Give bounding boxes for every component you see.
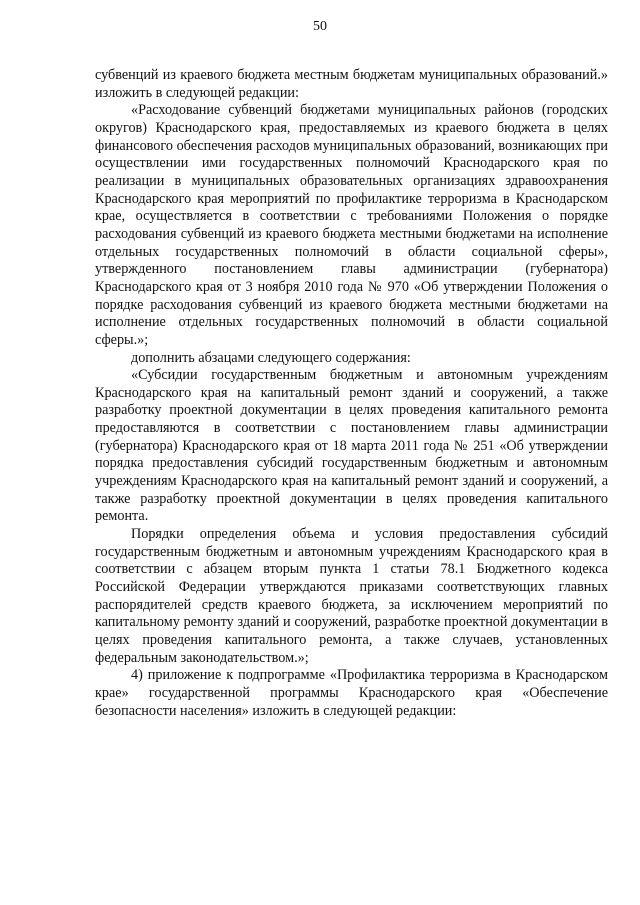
paragraph-procedures: Порядки определения объема и условия предоставления субсидий государственным бюджетным и автономным учреждениям Краснодарского края в соответствии с абзацем вторым пункта 1 статьи 78.1 Бюджетного кодекса Российской Федерации утверждаются приказами соответствующих главных распорядителей средств краевого бюджета, за исключением мероприятий по капитальному ремонту зданий и сооружений, разработке проектной документации в целях проведения капитального ремонта, а также случаев, установленных федеральным законодательством.»; [95, 526, 608, 666]
paragraph-supplement-intro: дополнить абзацами следующего содержания: [131, 349, 411, 366]
paragraph-continuation: субвенций из краевого бюджета местным бюджетам муниципальных образований.» изложить в следующей редакции: [95, 67, 608, 101]
page-number: 50 [313, 19, 327, 34]
paragraph-item-4: 4) приложение к подпрограмме «Профилактика терроризма в Краснодарском крае» государственной программы Краснодарского края «Обеспечение безопасности населения» изложить в следующей редакции: [95, 667, 608, 719]
paragraph-subsidies-quote: «Субсидии государственным бюджетным и автономным учреждениям Краснодарского края на капитальный ремонт зданий и сооружений, а также разработку проектной документации в целях проведения капитального ремонта предоставляются в соответствии с постановлением главы администрации (губернатора) Краснодарского края от 18 марта 2011 года № 251 «Об утверждении порядка предоставления субсидий государственным бюджетным и автономным учреждениям Краснодарского края на капитальный ремонт зданий и сооружений, а также разработку проектной документации в целях проведения капитального ремонта. [95, 367, 608, 525]
paragraph-subventions-quote: «Расходование субвенций бюджетами муниципальных районов (городских округов) Краснодарского края, предоставляемых из краевого бюджета в целях финансового обеспечения расходов муниципальных образований, возникающих при осуществлении ими государственных полномочий Краснодарского края по реализации в муниципальных образовательных организациях здравоохранения Краснодарского края мероприятий по профилактике терроризма в Краснодарском крае, осуществляется в соответствии с требованиями Положения о порядке расходования субвенций из краевого бюджета местными бюджетами на исполнение отдельных государственных полномочий в области социальной сферы», утвержденного постановлением главы администрации (губернатора) Краснодарского края от 3 ноября 2010 года № 970 «Об утверждении Положения о порядке расходования субвенций из краевого бюджета местными бюджетами на исполнение отдельных государственных полномочий в области социальной сферы.»; [95, 102, 608, 348]
document-body [95, 67, 608, 720]
